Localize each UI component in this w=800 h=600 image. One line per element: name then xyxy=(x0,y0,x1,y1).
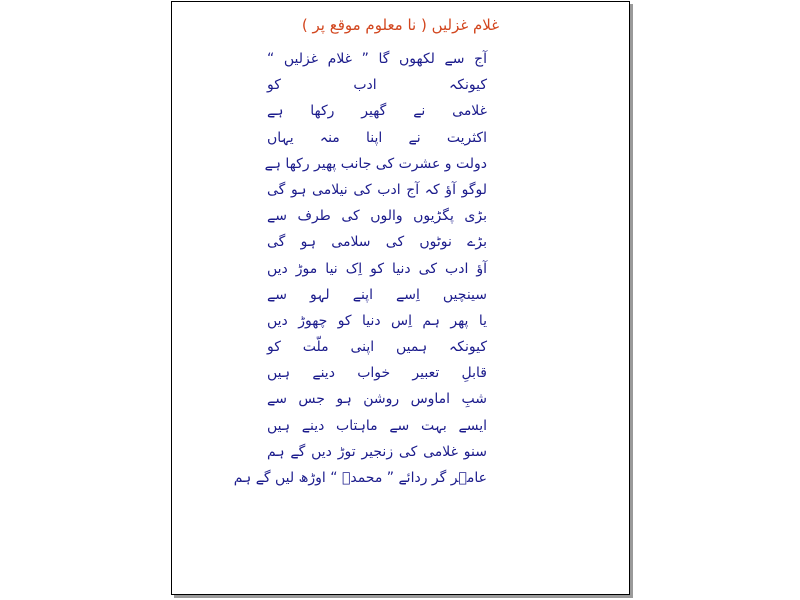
poem-title: غلام غزلیں ( نا معلوم موقع پر ) xyxy=(301,16,500,34)
poem-line: آؤ ادب کی دنیا کو اِک نیا موڑ دیں xyxy=(267,260,487,277)
poem-line: کیونکہ ادب کو xyxy=(267,77,487,94)
poem-line: دولت و عشرت کی جانب پھیر رکھا ہے xyxy=(264,155,487,172)
poem-line: لوگو آؤ کہ آج ادب کی نیلامی ہو گی xyxy=(267,181,487,198)
poem-line: اکثریت نے اپنا منہ یہاں xyxy=(267,129,487,146)
poem-line: سنو غلامی کی زنجیر توڑ دیں گے ہم xyxy=(267,443,487,460)
poem-line: سینچیں اِسے اپنے لہو سے xyxy=(267,286,487,303)
document-page xyxy=(171,1,630,595)
poem-line: کیونکہ ہمیں اپنی ملّت کو xyxy=(267,339,487,356)
poem-line: بڑی پگڑیوں والوں کی طرف سے xyxy=(267,208,487,225)
poem-line: غلامی نے گھیر رکھا ہے xyxy=(267,103,487,120)
poem-line: آج سے لکھوں گا ” غلام غزلیں “ xyxy=(267,51,487,67)
poem-line: شبِ اماوس روشن ہو جس سے xyxy=(267,391,487,408)
poem-line: قابلِ تعبیر خواب دینے ہیں xyxy=(267,365,487,382)
poem-line: بڑے نوٹوں کی سلامی ہو گی xyxy=(267,234,487,251)
poem-verses xyxy=(233,46,487,491)
poem-line: یا پھر ہم اِس دنیا کو چھوڑ دیں xyxy=(267,312,487,329)
poem-line: عامؔر گر ردائے ” محمدؐ “ اوڑھ لیں گے ہم xyxy=(233,470,487,486)
poem-line: ایسے بہت سے ماہتاب دینے ہیں xyxy=(267,417,487,434)
